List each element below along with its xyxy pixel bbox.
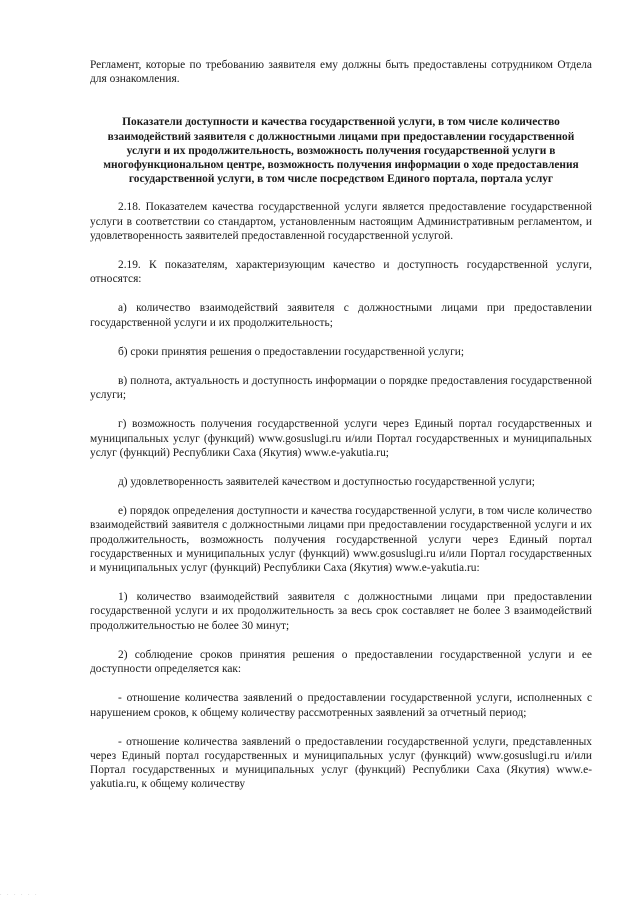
section-heading: Показатели доступности и качества государственной услуги, в том числе количество взаимодействий заявителя с должностными лицами при предоставлении государственной услуги и их продолжительность, возможность получения государственной услуги в многофункциональном центре, возможность получения информации о ходе предоставления государственной услуги, в том числе посредством Единого портала, портала услуг [103, 116, 579, 186]
numbered-item-2: 2) соблюдение сроков принятия решения о предоставлении государственной услуги и ее доступности определяется как: [90, 648, 592, 676]
dash-item-1: - отношение количества заявлений о предоставлении государственной услуги, исполненных с нарушением сроков, к общему количеству рассмотренных заявлений за отчетный период; [90, 692, 592, 719]
scan-artifact: . . . . . . [0, 891, 39, 897]
list-item-b: б) сроки принятия решения о предоставлении государственной услуги; [118, 345, 465, 358]
list-item-g: г) возможность получения государственной услуги через Единый портал государственных и муниципальных услуг (функций) www.gosuslugi.ru и/или Портал государственных и муниципальных услуг (функций) Республики Саха (Якутия) www.e-yakutia.ru; [90, 418, 592, 459]
list-item-d: д) удовлетворенность заявителей качеством и доступностью государственной услуги; [118, 476, 535, 489]
dash-item-2: - отношение количества заявлений о предоставлении государственной услуги, представленных через Единый портал государственных и муниципальных услуг (функций) www.gosuslugi.ru и/или Портал государственных и муниципальных услуг (функций) Республики Саха (Якутия) www.e-yakutia.ru, к общему количеству [90, 735, 592, 791]
numbered-item-1: 1) количество взаимодействий заявителя с должностными лицами при предоставлении государственной услуги и их продолжительность за весь срок составляет не более 3 взаимодействий продолжительностью не более 30 минут; [90, 591, 592, 632]
list-item-e: е) порядок определения доступности и качества государственной услуги, в том числе количество взаимодействий заявителя с должностными лицами при предоставлении государственной услуги и их продолжительность, возможность получения государственной услуги через Единый портал государственных и муниципальных услуг (функций) www.gosuslugi.ru и/или Портал государственных и муниципальных услуг (функций) Республики Саха (Якутия) www.e-yakutia.ru: [90, 505, 592, 575]
paragraph-2-18: 2.18. Показателем качества государственной услуги является предоставление государственной услуги в соответствии со стандартом, установленным настоящим Административным регламентом, и удовлетворенность заявителей предоставленной государственной услугой. [90, 201, 592, 242]
paragraph-2-19: 2.19. К показателям, характеризующим качество и доступность государственной услуги, относятся: [90, 259, 592, 286]
list-item-v: в) полнота, актуальность и доступность информации о порядке предоставления государственной услуги; [90, 375, 592, 402]
intro-paragraph: Регламент, которые по требованию заявителя ему должны быть предоставлены сотрудником Отдела для ознакомления. [90, 59, 592, 86]
list-item-a: а) количество взаимодействий заявителя с должностными лицами при предоставлении государственной услуги и их продолжительность; [90, 302, 592, 329]
